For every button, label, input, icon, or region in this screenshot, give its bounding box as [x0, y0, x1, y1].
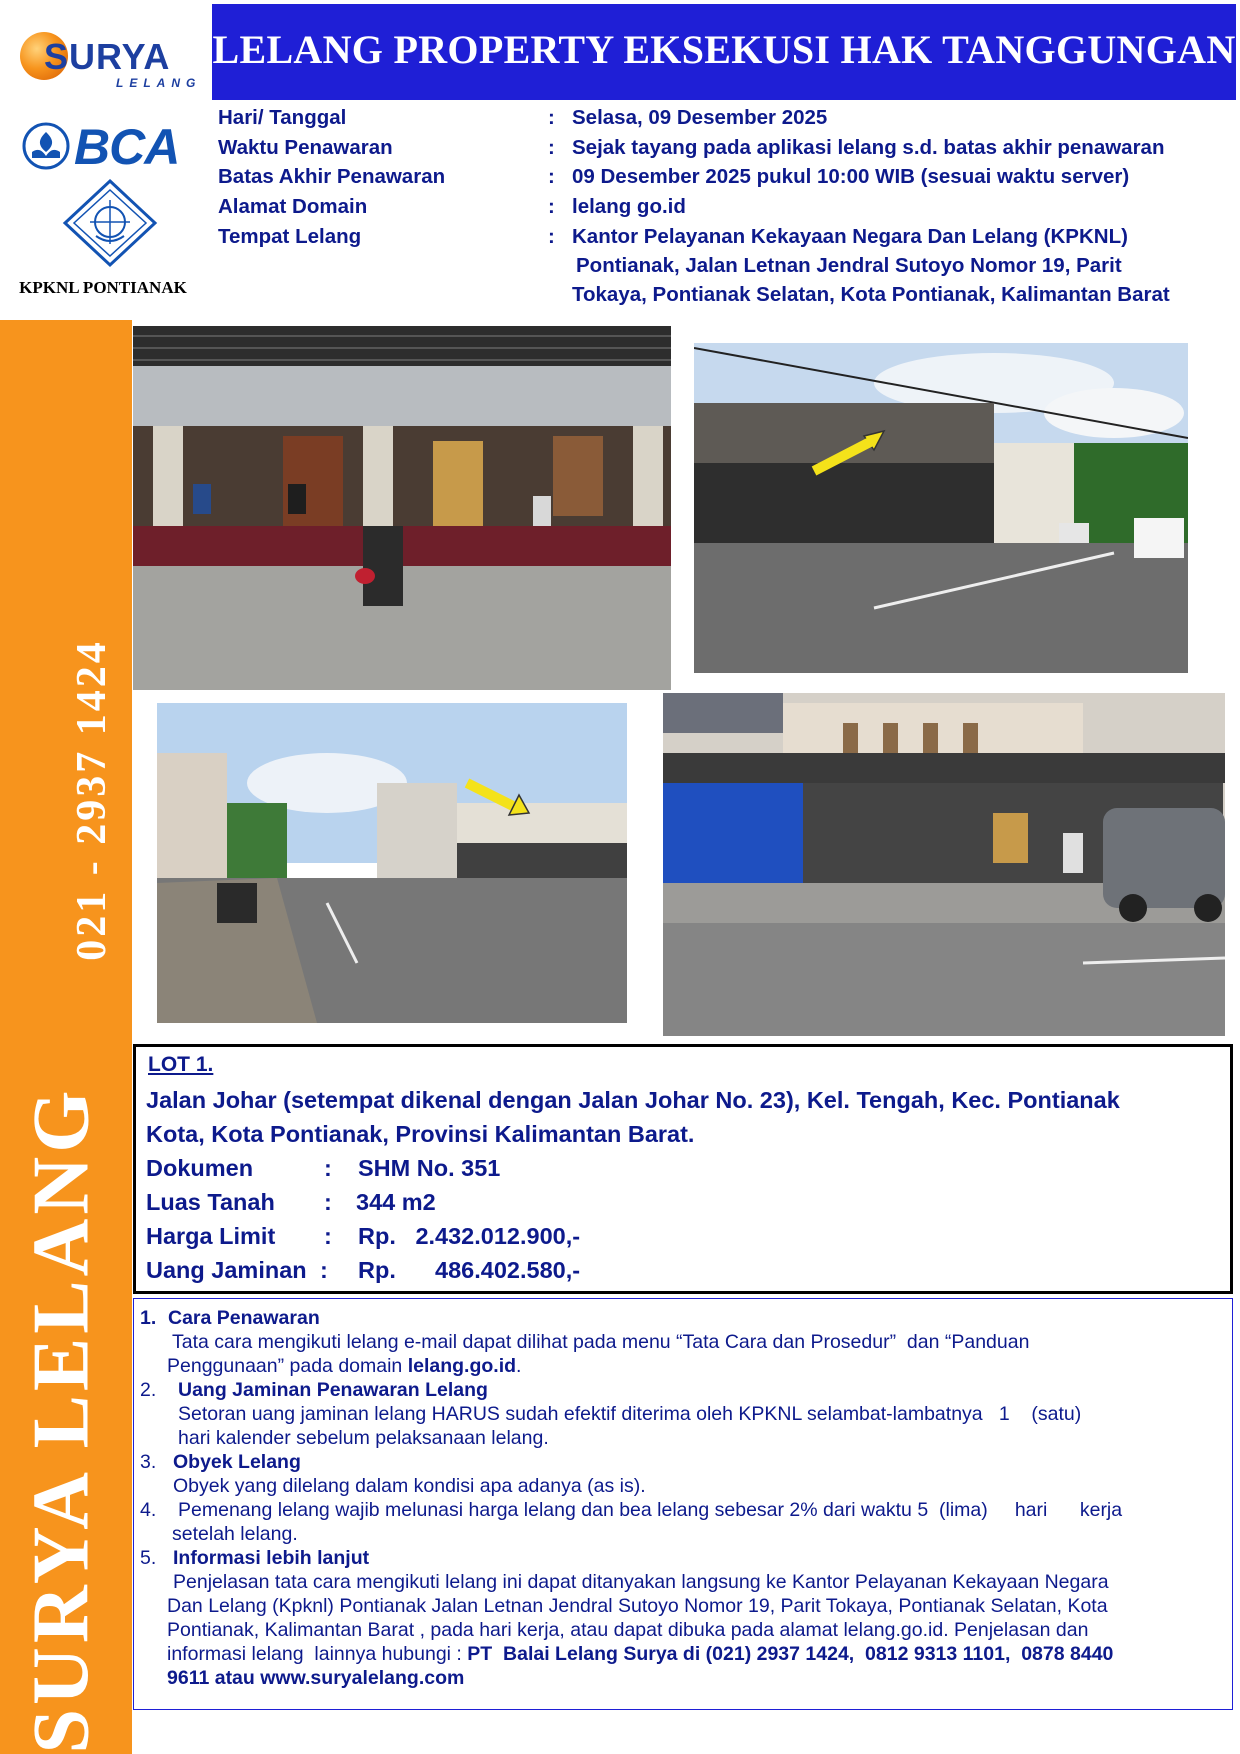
info-label-bid-time: Waktu Penawaran	[218, 136, 393, 159]
title-banner	[212, 4, 1236, 100]
note-3-title: Obyek Lelang	[173, 1451, 301, 1473]
surya-lelang-logo	[18, 28, 202, 90]
info-value-place-line3: Tokaya, Pontianak Selatan, Kota Pontianak, Kalimantan Barat	[572, 283, 1170, 306]
note-1-line2: Penggunaan” pada domain lelang.go.id.	[167, 1355, 522, 1377]
page-title: LELANG PROPERTY EKSEKUSI HAK TANGGUNGAN	[212, 27, 1236, 72]
note-5-line2: Dan Lelang (Kpknl) Pontianak Jalan Letnan Jendral Sutoyo Nomor 19, Parit Tokaya, Pontianak Selatan, Kota	[167, 1595, 1108, 1617]
note-5-number: 5.	[140, 1547, 157, 1569]
bca-logo-word: BCA	[74, 119, 180, 175]
note-2-title: Uang Jaminan Penawaran Lelang	[178, 1379, 488, 1401]
note-1-line1: Tata cara mengikuti lelang e-mail dapat dilihat pada menu “Tata Cara dan Prosedur” dan “Panduan	[172, 1331, 1030, 1353]
orange-sidebar	[0, 320, 132, 1754]
lot-label-document: Dokumen	[146, 1155, 254, 1181]
property-photo-road-arrow	[157, 703, 627, 1023]
info-value-deadline: 09 Desember 2025 pukul 10:00 WIB (sesuai waktu server)	[572, 165, 1130, 188]
lot-colon: :	[324, 1155, 332, 1181]
info-value-domain[interactable]: lelang go.id	[572, 195, 686, 218]
lot-value-limit-price: Rp. 2.432.012.900,-	[358, 1223, 581, 1249]
surya-logo-word: SURYA	[44, 36, 171, 77]
info-colon: :	[548, 136, 555, 159]
info-label-date: Hari/ Tanggal	[218, 106, 347, 129]
property-photo-street-arrow	[694, 343, 1188, 673]
lot-value-land-area: 344 m2	[356, 1189, 436, 1215]
info-colon: :	[548, 106, 555, 129]
note-3-number: 3.	[140, 1451, 157, 1473]
surya-logo-subword: LELANG	[116, 76, 202, 90]
lot-address-line1: Jalan Johar (setempat dikenal dengan Jalan Johar No. 23), Kel. Tengah, Kec. Pontianak	[146, 1087, 1120, 1113]
lot-colon: :	[324, 1223, 332, 1249]
note-2-number: 2.	[140, 1379, 157, 1401]
lot-label-limit-price: Harga Limit	[146, 1223, 276, 1249]
info-value-date: Selasa, 09 Desember 2025	[572, 106, 828, 129]
note-1-title: Cara Penawaran	[168, 1307, 320, 1329]
note-5-title: Informasi lebih lanjut	[173, 1547, 370, 1569]
property-photo-storefront	[133, 326, 671, 690]
lot-colon: :	[320, 1257, 328, 1283]
note-4-number: 4.	[140, 1499, 157, 1521]
info-label-domain: Alamat Domain	[218, 195, 368, 218]
note-5-line4: informasi lelang lainnya hubungi : PT Balai Lelang Surya di (021) 2937 1424, 0812 9313 1101, 0878 8440	[167, 1643, 1114, 1665]
contact-info: PT Balai Lelang Surya di (021) 2937 1424, 0812 9313 1101, 0878 8440	[467, 1643, 1114, 1665]
kemenkeu-emblem-icon	[60, 178, 160, 268]
info-label-deadline: Batas Akhir Penawaran	[218, 165, 446, 188]
lot-label-land-area: Luas Tanah	[146, 1189, 275, 1215]
sidebar-phone-number: 021 - 2937 1424	[69, 639, 115, 961]
note-5-line3: Pontianak, Kalimantan Barat , pada hari kerja, atau dapat dibuka pada alamat lelang.go.id. Penjelasan dan	[167, 1619, 1089, 1641]
property-photo-building-front	[663, 693, 1225, 1036]
lot-address-line2: Kota, Kota Pontianak, Provinsi Kalimantan Barat.	[146, 1121, 695, 1147]
lot-title: LOT 1.	[148, 1053, 214, 1076]
kpknl-label: KPKNL PONTIANAK	[19, 278, 187, 297]
bca-emblem-icon	[22, 122, 70, 170]
lot-value-document: SHM No. 351	[358, 1155, 501, 1181]
note-5-line5[interactable]: 9611 atau www.suryalelang.com	[167, 1667, 465, 1689]
note-2-line1: Setoran uang jaminan lelang HARUS sudah efektif diterima oleh KPKNL selambat-lambatnya 1 (satu)	[178, 1403, 1082, 1425]
note-5-line1: Penjelasan tata cara mengikuti lelang ini dapat ditanyakan langsung ke Kantor Pelayanan Kekayaan Negara	[173, 1571, 1109, 1593]
info-value-place-line2: Pontianak, Jalan Letnan Jendral Sutoyo Nomor 19, Parit	[576, 254, 1122, 277]
lot-colon: :	[324, 1189, 332, 1215]
note-4-line1: Pemenang lelang wajib melunasi harga lelang dan bea lelang sebesar 2% dari waktu 5 (lima) hari kerja	[178, 1499, 1123, 1521]
note-2-line2: hari kalender sebelum pelaksanaan lelang.	[178, 1427, 549, 1449]
info-colon: :	[548, 195, 555, 218]
note-3-line1: Obyek yang dilelang dalam kondisi apa adanya (as is).	[173, 1475, 646, 1497]
note-1-number: 1.	[140, 1307, 157, 1329]
bca-logo	[22, 118, 182, 174]
info-label-place: Tempat Lelang	[218, 225, 362, 248]
sidebar-brand-text: SURYA LELANG	[17, 1086, 106, 1754]
lot-value-deposit: Rp. 486.402.580,-	[358, 1257, 581, 1283]
lot-label-deposit: Uang Jaminan	[146, 1257, 307, 1283]
info-value-bid-time: Sejak tayang pada aplikasi lelang s.d. batas akhir penawaran	[572, 136, 1165, 159]
note-4-line2: setelah lelang.	[172, 1523, 298, 1545]
domain-link[interactable]: lelang.go.id	[407, 1355, 517, 1377]
info-value-place: Kantor Pelayanan Kekayaan Negara Dan Lelang (KPKNL)	[572, 225, 1128, 248]
info-colon: :	[548, 165, 555, 188]
info-colon: :	[548, 225, 555, 248]
